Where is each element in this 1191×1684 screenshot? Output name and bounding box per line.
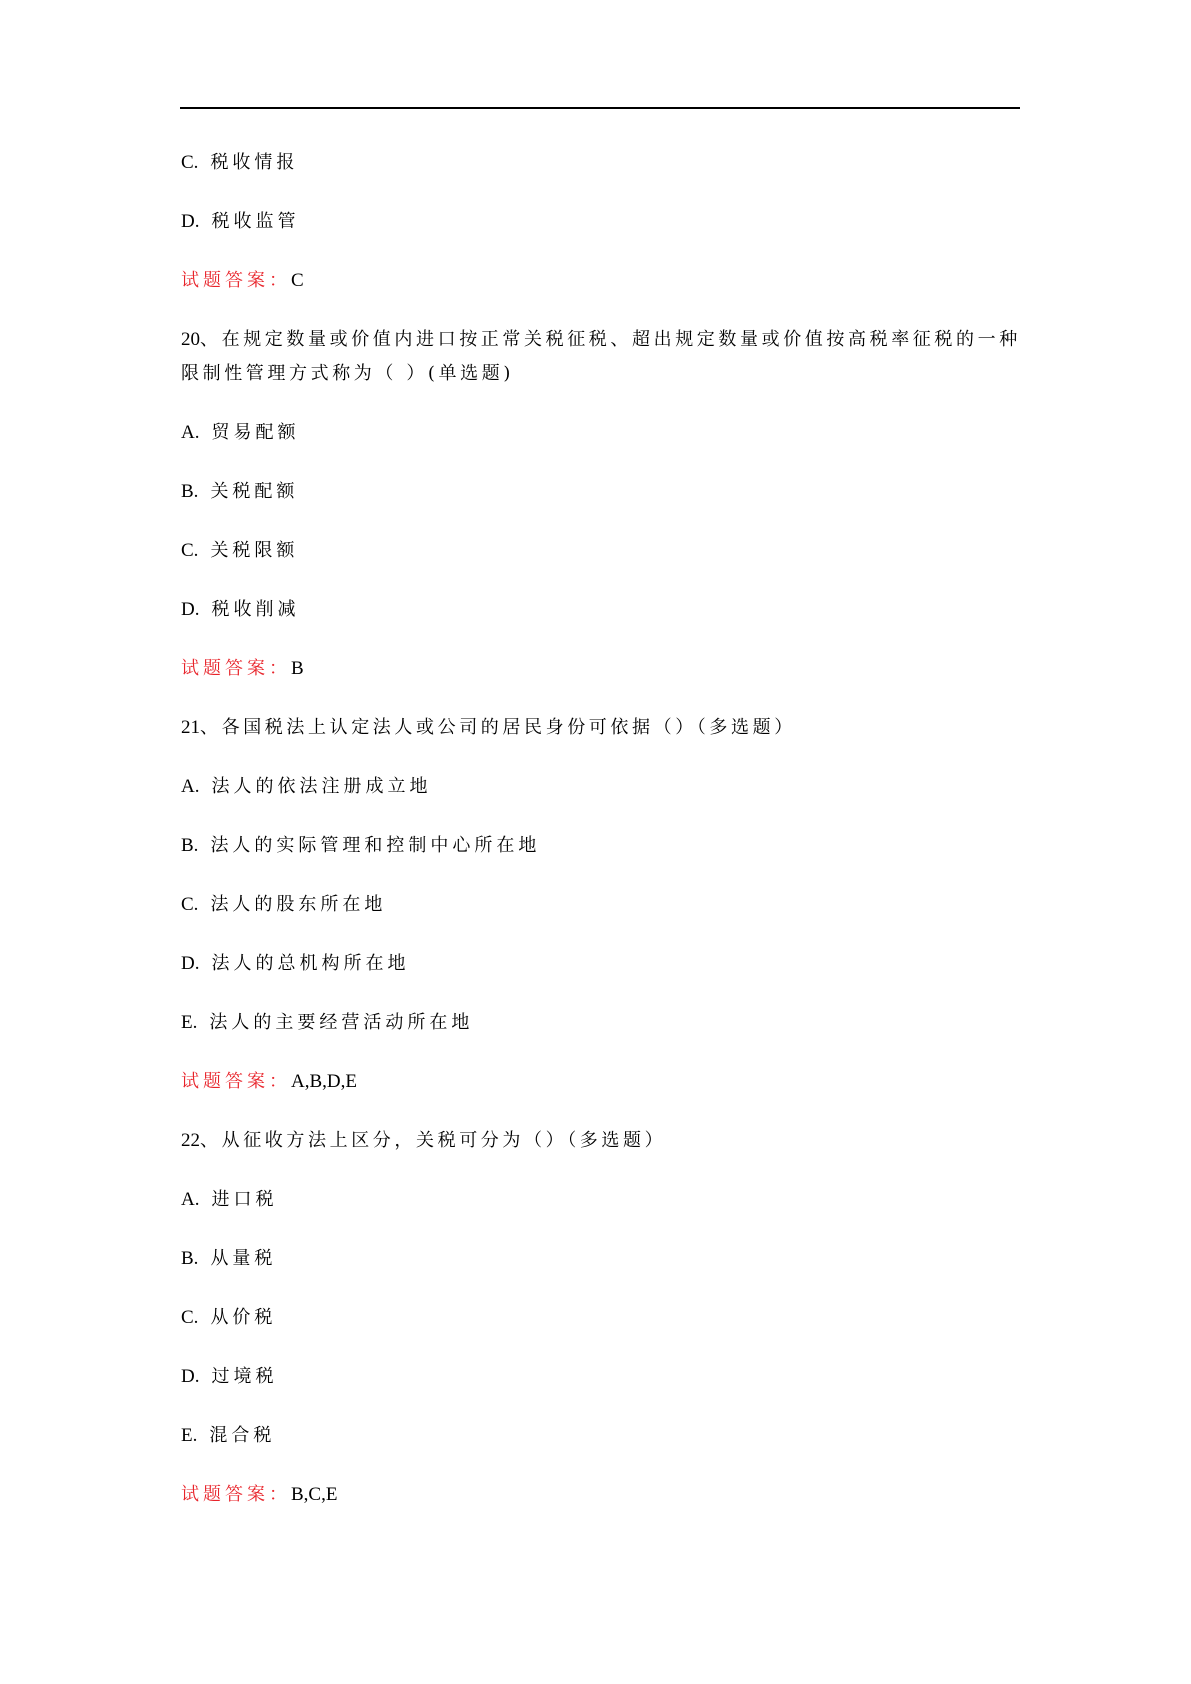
option-c [181,146,1021,180]
question-number: 22 [181,1130,200,1151]
option-letter: D. [181,599,200,620]
option-c [181,1301,1021,1335]
question-number: 21 [181,717,200,738]
option-letter: B. [181,1248,199,1269]
option-letter: D. [181,1366,200,1387]
answer-value: C [291,270,304,291]
option-d [181,1360,1021,1394]
option-b [181,829,1021,863]
option-a [181,770,1021,804]
option-e [181,1419,1021,1453]
option-d [181,205,1021,239]
question-number: 20 [181,329,200,350]
option-d [181,947,1021,981]
answer-line [181,1478,1021,1512]
option-text: 关税限额 [210,540,299,561]
option-d [181,593,1021,627]
option-b [181,1242,1021,1276]
option-text: 法人的总机构所在地 [211,953,410,974]
answer-label: 试题答案： [181,270,291,291]
option-letter: C. [181,540,199,561]
option-c [181,888,1021,922]
question-text: 、各国税法上认定法人或公司的居民身份可依据（）（多选题） [200,717,796,738]
option-text: 税收削减 [211,599,300,620]
answer-line [181,652,1021,686]
answer-value: B [291,658,304,679]
option-b [181,475,1021,509]
option-letter: E. [181,1012,198,1033]
option-letter: D. [181,953,200,974]
document-body [181,146,1021,1537]
answer-label: 试题答案： [181,1484,291,1505]
option-a [181,416,1021,450]
option-letter: C. [181,894,199,915]
option-text: 税收监管 [211,211,300,232]
header-rule [180,107,1020,109]
option-text: 关税配额 [210,481,299,502]
option-letter: C. [181,1307,199,1328]
question-22 [181,1124,1021,1158]
option-letter: A. [181,776,200,797]
option-letter: A. [181,1189,200,1210]
option-text: 过境税 [211,1366,278,1387]
question-20 [181,323,1021,391]
option-text: 从量税 [210,1248,277,1269]
option-text: 贸易配额 [211,422,300,443]
option-text: 法人的股东所在地 [210,894,387,915]
option-letter: B. [181,481,199,502]
option-text: 从价税 [210,1307,277,1328]
answer-label: 试题答案： [181,1071,291,1092]
option-letter: A. [181,422,200,443]
option-letter: E. [181,1425,198,1446]
option-text: 法人的依法注册成立地 [211,776,432,797]
answer-line [181,1065,1021,1099]
question-text: 、从征收方法上区分，关税可分为（）（多选题） [200,1130,667,1151]
answer-value: B,C,E [291,1484,338,1505]
option-letter: B. [181,835,199,856]
option-letter: D. [181,211,200,232]
question-text: 、在规定数量或价值内进口按正常关税征税、超出规定数量或价值按高税率征税的一种限制性管理方式称为（ ）(单选题) [181,329,1021,384]
answer-label: 试题答案： [181,658,291,679]
option-c [181,534,1021,568]
option-a [181,1183,1021,1217]
option-text: 税收情报 [210,152,299,173]
option-text: 法人的实际管理和控制中心所在地 [210,835,541,856]
answer-value: A,B,D,E [291,1071,357,1092]
option-text: 法人的主要经营活动所在地 [209,1012,474,1033]
answer-line [181,264,1021,298]
option-e [181,1006,1021,1040]
question-21 [181,711,1021,745]
option-text: 混合税 [209,1425,276,1446]
option-letter: C. [181,152,199,173]
option-text: 进口税 [211,1189,278,1210]
